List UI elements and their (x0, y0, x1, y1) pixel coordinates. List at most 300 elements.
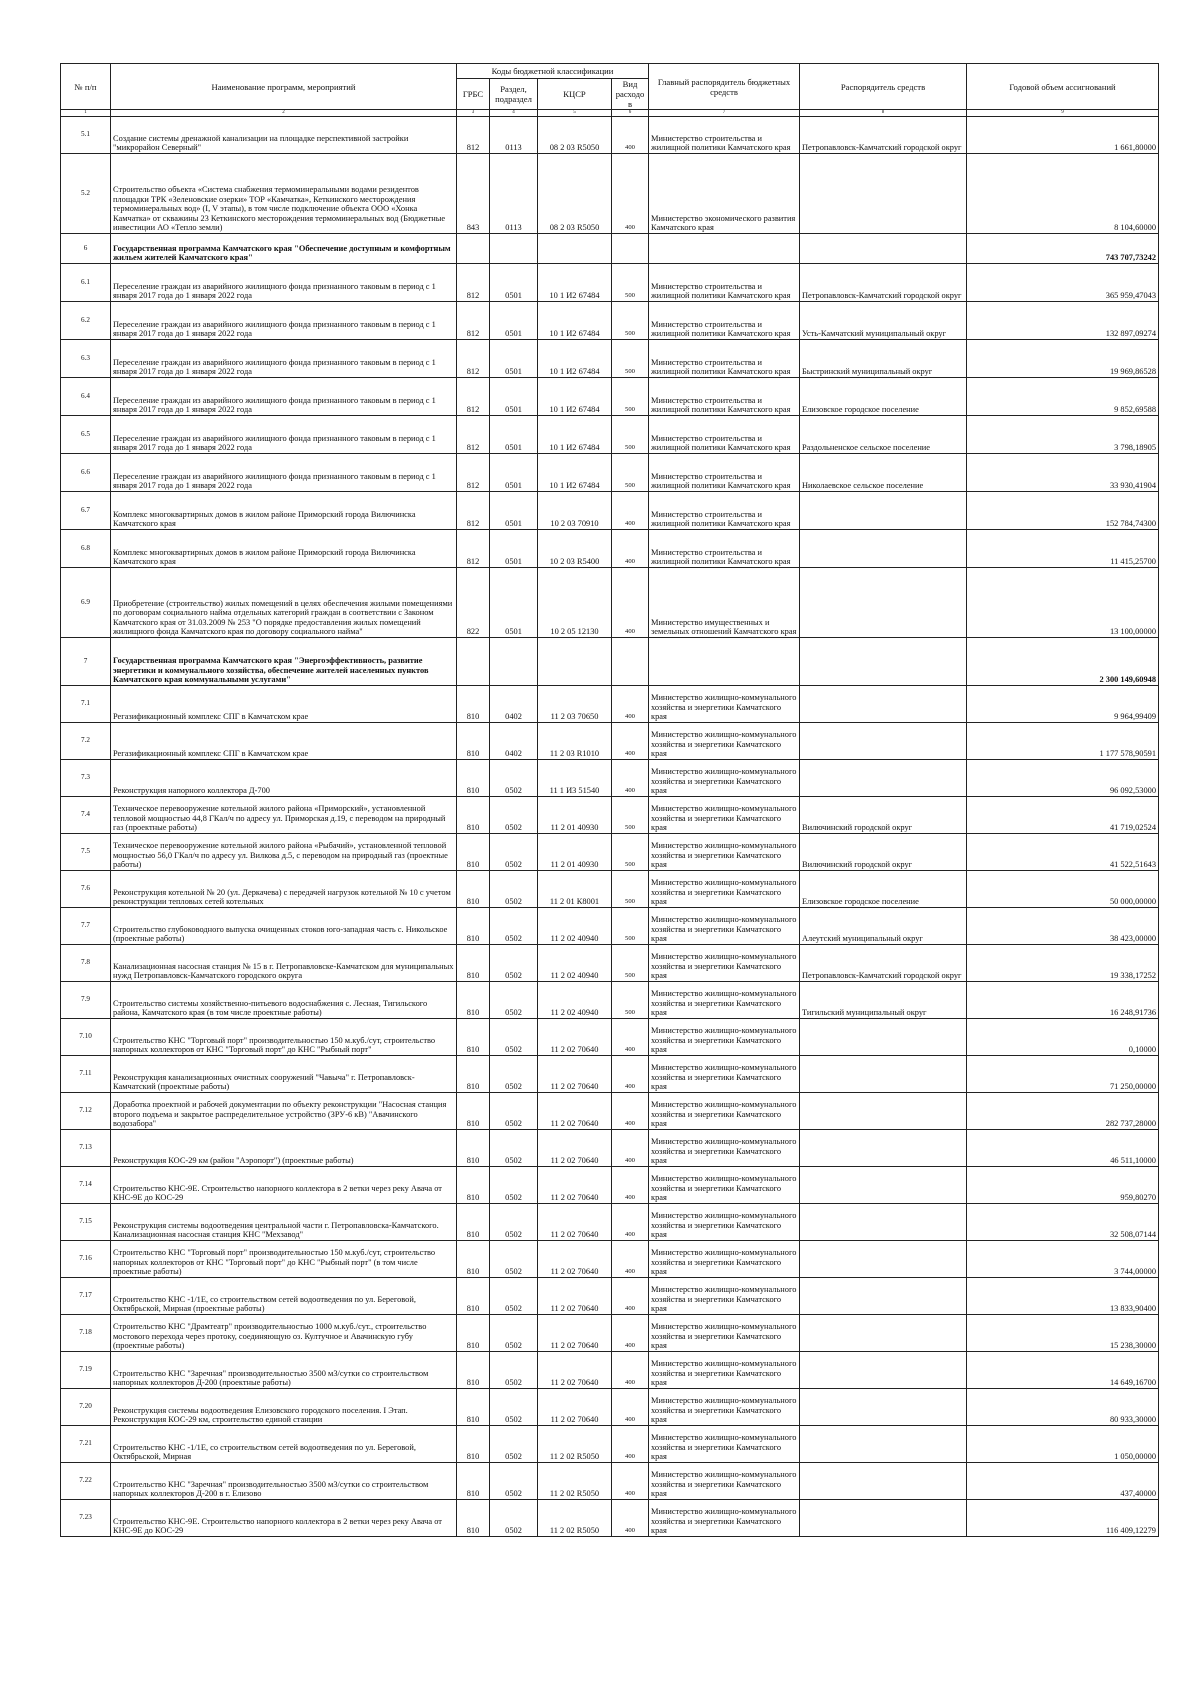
row-number: 6.4 (61, 378, 111, 416)
header-kcsr: КЦСР (538, 79, 612, 110)
row-sum: 8 104,60000 (967, 154, 1159, 234)
row-grbs: 812 (457, 530, 490, 568)
row-kcsr: 10 1 И2 67484 (538, 302, 612, 340)
row-grbs: 810 (457, 982, 490, 1019)
row-manager: Елизовское городское поселение (800, 871, 967, 908)
row-expense-type: 500 (612, 945, 649, 982)
row-number: 7.12 (61, 1093, 111, 1130)
row-manager (800, 1352, 967, 1389)
row-razdel: 0502 (490, 797, 538, 834)
table-row (61, 945, 1159, 982)
row-number: 7.23 (61, 1500, 111, 1537)
row-expense-type: 400 (612, 723, 649, 760)
row-kcsr: 10 2 03 R5400 (538, 530, 612, 568)
row-number: 7.10 (61, 1019, 111, 1056)
row-sum: 15 238,30000 (967, 1315, 1159, 1352)
column-number: 5 (538, 110, 612, 117)
row-kcsr: 11 2 02 70640 (538, 1241, 612, 1278)
row-number: 7.19 (61, 1352, 111, 1389)
header-razdel: Раздел, подраздел (490, 79, 538, 110)
row-number: 7.6 (61, 871, 111, 908)
row-name: Переселение граждан из аварийного жилищного фонда признанного таковым в период с 1 января 2017 года до 1 января 2022 года (111, 264, 457, 302)
row-sum: 50 000,00000 (967, 871, 1159, 908)
row-kcsr: 11 2 03 70650 (538, 686, 612, 723)
row-kcsr: 11 2 02 70640 (538, 1056, 612, 1093)
row-kcsr: 11 2 02 40940 (538, 945, 612, 982)
header-grbs: ГРБС (457, 79, 490, 110)
row-expense-type: 500 (612, 797, 649, 834)
table-row (61, 908, 1159, 945)
header-manager: Распорядитель средств (800, 64, 967, 110)
row-razdel: 0502 (490, 1389, 538, 1426)
row-kcsr: 08 2 03 R5050 (538, 154, 612, 234)
row-manager (800, 1130, 967, 1167)
row-razdel: 0402 (490, 723, 538, 760)
row-razdel: 0502 (490, 1204, 538, 1241)
row-name: Строительство системы хозяйственно-питьевого водоснабжения с. Лесная, Тигильского района, Камчатского края (в том числе проектные работы) (111, 982, 457, 1019)
row-grbs: 810 (457, 1241, 490, 1278)
table-row (61, 1315, 1159, 1352)
row-manager (800, 1056, 967, 1093)
row-manager: Раздольненское сельское поселение (800, 416, 967, 454)
row-manager (800, 1463, 967, 1500)
row-main-manager: Министерство строительства и жилищной политики Камчатского края (649, 492, 800, 530)
row-name: Строительство КНС "Заречная" производительностью 3500 м3/сутки со строительством напорных коллекторов Д-200 в г. Елизово (111, 1463, 457, 1500)
row-manager (800, 1019, 967, 1056)
row-manager: Быстринский муниципальный округ (800, 340, 967, 378)
row-razdel: 0502 (490, 1426, 538, 1463)
table-row (61, 117, 1159, 154)
row-manager: Петропавловск-Камчатский городской округ (800, 945, 967, 982)
row-name: Строительство КНС "Торговый порт" производительностью 150 м.куб./сут, строительство напорных коллекторов от КНС "Торговый порт" до КНС "Рыбный порт" (111, 1019, 457, 1056)
row-kcsr: 10 1 И2 67484 (538, 378, 612, 416)
row-expense-type: 400 (612, 1241, 649, 1278)
row-number: 7.1 (61, 686, 111, 723)
row-name: Переселение граждан из аварийного жилищного фонда признанного таковым в период с 1 января 2017 года до 1 января 2022 года (111, 416, 457, 454)
row-kcsr (538, 234, 612, 264)
row-sum: 743 707,73242 (967, 234, 1159, 264)
row-grbs: 812 (457, 378, 490, 416)
column-number: 6 (612, 110, 649, 117)
row-number: 6.9 (61, 568, 111, 638)
row-number: 7.16 (61, 1241, 111, 1278)
row-number: 7.20 (61, 1389, 111, 1426)
row-number: 5.1 (61, 117, 111, 154)
row-name: Реконструкция КОС-29 км (район "Аэропорт") (проектные работы) (111, 1130, 457, 1167)
column-number: 9 (967, 110, 1159, 117)
row-razdel: 0502 (490, 1056, 538, 1093)
row-sum: 0,10000 (967, 1019, 1159, 1056)
row-grbs: 810 (457, 1389, 490, 1426)
row-grbs: 812 (457, 264, 490, 302)
row-grbs: 810 (457, 1278, 490, 1315)
program-row (61, 234, 1159, 264)
row-grbs: 810 (457, 1426, 490, 1463)
row-name: Строительство глубоководного выпуска очищенных стоков юго-западная часть с. Никольское (проектные работы) (111, 908, 457, 945)
row-sum: 1 050,00000 (967, 1426, 1159, 1463)
row-main-manager: Министерство строительства и жилищной политики Камчатского края (649, 340, 800, 378)
row-grbs: 843 (457, 154, 490, 234)
table-row (61, 264, 1159, 302)
row-kcsr: 11 2 02 R5050 (538, 1500, 612, 1537)
table-row (61, 568, 1159, 638)
row-razdel: 0502 (490, 1130, 538, 1167)
column-number: 7 (649, 110, 800, 117)
row-razdel: 0501 (490, 530, 538, 568)
row-name: Комплекс многоквартирных домов в жилом районе Приморский города Вилючинска Камчатского края (111, 530, 457, 568)
column-number: 1 (61, 110, 111, 117)
row-sum: 116 409,12279 (967, 1500, 1159, 1537)
row-kcsr: 11 2 02 70640 (538, 1204, 612, 1241)
row-name: Регазификационный комплекс СПГ в Камчатском крае (111, 723, 457, 760)
row-razdel: 0501 (490, 454, 538, 492)
row-main-manager: Министерство жилищно-коммунального хозяйства и энергетики Камчатского края (649, 871, 800, 908)
row-number: 6.6 (61, 454, 111, 492)
row-number: 7.11 (61, 1056, 111, 1093)
row-kcsr: 11 1 И3 51540 (538, 760, 612, 797)
header-number: № п/п (61, 64, 111, 110)
row-name: Переселение граждан из аварийного жилищного фонда признанного таковым в период с 1 января 2017 года до 1 января 2022 года (111, 378, 457, 416)
row-kcsr: 11 2 01 40930 (538, 797, 612, 834)
row-grbs: 812 (457, 416, 490, 454)
row-sum: 9 852,69588 (967, 378, 1159, 416)
row-razdel (490, 234, 538, 264)
table-row (61, 154, 1159, 234)
row-sum: 959,80270 (967, 1167, 1159, 1204)
row-name: Реконструкция системы водоотведения центральной части г. Петропавловска-Камчатского. Канализационная насосная станция КНС "Мехзавод" (111, 1204, 457, 1241)
row-grbs: 822 (457, 568, 490, 638)
row-main-manager: Министерство жилищно-коммунального хозяйства и энергетики Камчатского края (649, 723, 800, 760)
row-main-manager: Министерство жилищно-коммунального хозяйства и энергетики Камчатского края (649, 1130, 800, 1167)
table-row (61, 378, 1159, 416)
table-row (61, 723, 1159, 760)
row-number: 7.4 (61, 797, 111, 834)
row-kcsr: 11 2 02 70640 (538, 1019, 612, 1056)
row-razdel: 0502 (490, 834, 538, 871)
table-row (61, 871, 1159, 908)
row-main-manager: Министерство экономического развития Камчатского края (649, 154, 800, 234)
row-grbs: 810 (457, 1019, 490, 1056)
row-number: 7.18 (61, 1315, 111, 1352)
row-manager (800, 1278, 967, 1315)
row-grbs (457, 638, 490, 686)
table-row (61, 454, 1159, 492)
row-expense-type: 400 (612, 568, 649, 638)
row-number: 7.3 (61, 760, 111, 797)
row-razdel: 0502 (490, 1019, 538, 1056)
row-grbs: 810 (457, 723, 490, 760)
header-main-manager: Главный распорядитель бюджетных средств (649, 64, 800, 110)
row-main-manager: Министерство жилищно-коммунального хозяйства и энергетики Камчатского края (649, 834, 800, 871)
row-grbs: 810 (457, 1204, 490, 1241)
row-razdel: 0502 (490, 1500, 538, 1537)
table-row (61, 302, 1159, 340)
row-main-manager: Министерство строительства и жилищной политики Камчатского края (649, 530, 800, 568)
row-expense-type: 500 (612, 454, 649, 492)
row-manager (800, 1167, 967, 1204)
row-main-manager: Министерство строительства и жилищной политики Камчатского края (649, 454, 800, 492)
row-razdel: 0501 (490, 302, 538, 340)
row-sum: 14 649,16700 (967, 1352, 1159, 1389)
row-sum: 41 522,51643 (967, 834, 1159, 871)
column-number: 3 (457, 110, 490, 117)
row-manager: Тигильский муниципальный округ (800, 982, 967, 1019)
row-razdel: 0502 (490, 1352, 538, 1389)
row-number: 6.8 (61, 530, 111, 568)
row-name: Реконструкция канализационных очистных сооружений "Чавыча" г. Петропавловск-Камчатский (проектные работы) (111, 1056, 457, 1093)
row-kcsr: 11 2 02 40940 (538, 982, 612, 1019)
row-expense-type: 400 (612, 1463, 649, 1500)
row-grbs: 810 (457, 1463, 490, 1500)
row-grbs: 810 (457, 1167, 490, 1204)
row-name: Канализационная насосная станция № 15 в г. Петропавловске-Камчатском для муниципальных нужд Петропавловск-Камчатского городского округа (111, 945, 457, 982)
row-name: Реконструкция напорного коллектора Д-700 (111, 760, 457, 797)
row-kcsr: 10 2 05 12130 (538, 568, 612, 638)
row-main-manager: Министерство жилищно-коммунального хозяйства и энергетики Камчатского края (649, 1019, 800, 1056)
row-manager (800, 1426, 967, 1463)
row-main-manager: Министерство имущественных и земельных отношений Камчатского края (649, 568, 800, 638)
row-kcsr: 11 2 02 70640 (538, 1389, 612, 1426)
row-grbs: 810 (457, 1093, 490, 1130)
table-row (61, 1204, 1159, 1241)
row-number: 7.7 (61, 908, 111, 945)
row-kcsr: 11 2 02 40940 (538, 908, 612, 945)
row-manager (800, 568, 967, 638)
row-sum: 38 423,00000 (967, 908, 1159, 945)
row-expense-type: 400 (612, 1352, 649, 1389)
row-number: 6.2 (61, 302, 111, 340)
program-row (61, 638, 1159, 686)
row-main-manager: Министерство жилищно-коммунального хозяйства и энергетики Камчатского края (649, 1315, 800, 1352)
row-number: 6.1 (61, 264, 111, 302)
row-grbs: 810 (457, 908, 490, 945)
row-sum: 2 300 149,60948 (967, 638, 1159, 686)
column-number: 4 (490, 110, 538, 117)
row-razdel: 0502 (490, 1093, 538, 1130)
row-name: Реконструкция системы водоотведения Елизовского городского поселения. I Этап. Реконструкция КОС-29 км, строительство единой станции (111, 1389, 457, 1426)
row-main-manager: Министерство жилищно-коммунального хозяйства и энергетики Камчатского края (649, 1093, 800, 1130)
row-grbs: 812 (457, 340, 490, 378)
row-kcsr: 11 2 02 70640 (538, 1093, 612, 1130)
row-manager: Николаевское сельское поселение (800, 454, 967, 492)
row-razdel: 0502 (490, 982, 538, 1019)
header-annual-sum: Годовой объем ассигнований (967, 64, 1159, 110)
row-expense-type: 400 (612, 1315, 649, 1352)
row-expense-type: 400 (612, 117, 649, 154)
row-manager (800, 1500, 967, 1537)
table-row (61, 1389, 1159, 1426)
row-grbs: 810 (457, 760, 490, 797)
table-row (61, 1426, 1159, 1463)
row-manager: Вилючинский городской округ (800, 834, 967, 871)
row-kcsr: 10 1 И2 67484 (538, 454, 612, 492)
row-number: 7.5 (61, 834, 111, 871)
row-sum: 132 897,09274 (967, 302, 1159, 340)
table-row (61, 1500, 1159, 1537)
row-number: 7 (61, 638, 111, 686)
row-expense-type: 400 (612, 1500, 649, 1537)
row-razdel: 0501 (490, 264, 538, 302)
row-main-manager: Министерство жилищно-коммунального хозяйства и энергетики Камчатского края (649, 1278, 800, 1315)
row-manager (800, 723, 967, 760)
row-grbs: 810 (457, 686, 490, 723)
row-razdel: 0502 (490, 1241, 538, 1278)
table-row (61, 982, 1159, 1019)
row-manager (800, 638, 967, 686)
table-row (61, 834, 1159, 871)
row-number: 6.3 (61, 340, 111, 378)
budget-table (60, 63, 1159, 1537)
row-name: Доработка проектной и рабочей документации по объекту реконструкции "Насосная станция второго подъема и закрытое распределительное устройство (ЗРУ-6 кВ) "Авачинского водозабора" (111, 1093, 457, 1130)
row-expense-type: 400 (612, 760, 649, 797)
row-main-manager: Министерство строительства и жилищной политики Камчатского края (649, 264, 800, 302)
row-sum: 13 833,90400 (967, 1278, 1159, 1315)
row-manager (800, 760, 967, 797)
row-manager: Алеутский муниципальный округ (800, 908, 967, 945)
row-expense-type: 500 (612, 871, 649, 908)
row-number: 6.7 (61, 492, 111, 530)
row-expense-type: 500 (612, 264, 649, 302)
row-sum: 96 092,53000 (967, 760, 1159, 797)
row-grbs: 810 (457, 834, 490, 871)
row-main-manager: Министерство жилищно-коммунального хозяйства и энергетики Камчатского края (649, 686, 800, 723)
row-expense-type: 400 (612, 492, 649, 530)
row-number: 7.22 (61, 1463, 111, 1500)
row-kcsr: 11 2 01 40930 (538, 834, 612, 871)
row-sum: 16 248,91736 (967, 982, 1159, 1019)
row-expense-type (612, 234, 649, 264)
row-name: Строительство КНС -1/1Е, со строительством сетей водоотведения по ул. Береговой, Октябрьской, Мирная (проектные работы) (111, 1278, 457, 1315)
row-grbs: 812 (457, 454, 490, 492)
row-expense-type: 500 (612, 834, 649, 871)
row-main-manager: Министерство строительства и жилищной политики Камчатского края (649, 416, 800, 454)
row-expense-type: 500 (612, 378, 649, 416)
row-kcsr: 10 1 И2 67484 (538, 340, 612, 378)
row-razdel: 0502 (490, 760, 538, 797)
row-kcsr: 10 2 03 70910 (538, 492, 612, 530)
row-name: Строительство КНС "Драмтеатр" производительностью 1000 м.куб./сут., строительство мостового перехода через протоку, соединяющую оз. Култучное и Авачинскую губу (проектные работы) (111, 1315, 457, 1352)
row-razdel: 0502 (490, 871, 538, 908)
header-budget-codes: Коды бюджетной классификации (457, 64, 649, 79)
row-grbs: 812 (457, 117, 490, 154)
row-manager: Усть-Камчатский муниципальный округ (800, 302, 967, 340)
row-manager (800, 1315, 967, 1352)
row-sum: 437,40000 (967, 1463, 1159, 1500)
row-sum: 3 744,00000 (967, 1241, 1159, 1278)
row-name: Приобретение (строительство) жилых помещений в целях обеспечения жилыми помещениями по договорам социального найма отдельных категорий граждан в соответствии с Законом Камчатского края от 31.03.2009 № 253 "О порядке предоставления жилых помещений жилищного фонда Камчатского края по договору социального найма" (111, 568, 457, 638)
row-kcsr: 11 2 02 R5050 (538, 1426, 612, 1463)
row-grbs: 810 (457, 1056, 490, 1093)
row-razdel: 0113 (490, 154, 538, 234)
row-razdel: 0502 (490, 945, 538, 982)
row-name: Переселение граждан из аварийного жилищного фонда признанного таковым в период с 1 января 2017 года до 1 января 2022 года (111, 454, 457, 492)
row-main-manager: Министерство строительства и жилищной политики Камчатского края (649, 302, 800, 340)
row-name: Техническое перевооружение котельной жилого района «Рыбачий», установленной тепловой мощностью 56,0 ГКал/ч по адресу ул. Вилкова д.5, с переводом на природный газ (проектные работы) (111, 834, 457, 871)
column-number: 8 (800, 110, 967, 117)
row-kcsr: 11 2 03 R1010 (538, 723, 612, 760)
row-manager (800, 1093, 967, 1130)
header-expense-type: Вид расходов (612, 79, 649, 110)
row-main-manager: Министерство жилищно-коммунального хозяйства и энергетики Камчатского края (649, 760, 800, 797)
row-name: Регазификационный комплекс СПГ в Камчатском крае (111, 686, 457, 723)
row-manager: Петропавловск-Камчатский городской округ (800, 264, 967, 302)
row-main-manager: Министерство жилищно-коммунального хозяйства и энергетики Камчатского края (649, 1241, 800, 1278)
row-grbs: 810 (457, 1500, 490, 1537)
row-number: 7.17 (61, 1278, 111, 1315)
row-name: Строительство КНС "Заречная" производительностью 3500 м3/сутки со строительством напорных коллекторов Д-200 (проектные работы) (111, 1352, 457, 1389)
column-number-row (61, 110, 1159, 117)
row-kcsr: 11 2 01 К8001 (538, 871, 612, 908)
row-name: Строительство КНС -1/1Е, со строительством сетей водоотведения по ул. Береговой, Октябрьской, Мирная (111, 1426, 457, 1463)
row-kcsr: 11 2 02 70640 (538, 1278, 612, 1315)
row-razdel: 0501 (490, 416, 538, 454)
row-grbs: 812 (457, 302, 490, 340)
row-number: 6 (61, 234, 111, 264)
row-kcsr: 11 2 02 70640 (538, 1167, 612, 1204)
row-name: Строительство КНС-9Е. Строительство напорного коллектора в 2 ветки через реку Авача от КНС-9Е до КОС-29 (111, 1167, 457, 1204)
row-name: Реконструкция котельной № 20 (ул. Деркачева) с передачей нагрузок котельной № 10 с учетом реконструкции тепловых сетей котельных (111, 871, 457, 908)
row-expense-type: 500 (612, 302, 649, 340)
row-main-manager: Министерство жилищно-коммунального хозяйства и энергетики Камчатского края (649, 797, 800, 834)
row-expense-type: 400 (612, 1278, 649, 1315)
row-grbs: 810 (457, 1352, 490, 1389)
row-number: 5.2 (61, 154, 111, 234)
table-row (61, 1278, 1159, 1315)
row-number: 7.21 (61, 1426, 111, 1463)
row-razdel: 0502 (490, 1167, 538, 1204)
row-name: Государственная программа Камчатского края "Обеспечение доступным и комфортным жильем жителей Камчатского края" (111, 234, 457, 264)
table-body (61, 117, 1159, 1537)
row-expense-type: 400 (612, 1167, 649, 1204)
row-expense-type: 400 (612, 1426, 649, 1463)
row-expense-type: 400 (612, 1389, 649, 1426)
row-grbs: 810 (457, 945, 490, 982)
row-manager (800, 1241, 967, 1278)
row-main-manager: Министерство жилищно-коммунального хозяйства и энергетики Камчатского края (649, 908, 800, 945)
row-manager: Елизовское городское поселение (800, 378, 967, 416)
row-expense-type: 400 (612, 1204, 649, 1241)
table-row (61, 686, 1159, 723)
row-number: 7.8 (61, 945, 111, 982)
row-sum: 19 338,17252 (967, 945, 1159, 982)
row-expense-type: 400 (612, 686, 649, 723)
row-sum: 19 969,86528 (967, 340, 1159, 378)
row-razdel: 0501 (490, 492, 538, 530)
table-row (61, 760, 1159, 797)
row-expense-type: 400 (612, 1019, 649, 1056)
row-manager (800, 492, 967, 530)
row-name: Переселение граждан из аварийного жилищного фонда признанного таковым в период с 1 января 2017 года до 1 января 2022 года (111, 302, 457, 340)
table-row (61, 1056, 1159, 1093)
table-row (61, 530, 1159, 568)
row-main-manager: Министерство жилищно-коммунального хозяйства и энергетики Камчатского края (649, 1463, 800, 1500)
row-manager (800, 154, 967, 234)
row-number: 7.14 (61, 1167, 111, 1204)
row-razdel: 0502 (490, 1278, 538, 1315)
table-row (61, 416, 1159, 454)
row-main-manager: Министерство жилищно-коммунального хозяйства и энергетики Камчатского края (649, 982, 800, 1019)
row-manager (800, 530, 967, 568)
row-number: 7.13 (61, 1130, 111, 1167)
row-number: 7.9 (61, 982, 111, 1019)
row-expense-type: 500 (612, 416, 649, 454)
row-razdel: 0501 (490, 568, 538, 638)
row-name: Техническое перевооружение котельной жилого района «Приморский», установленной тепловой мощностью 44,8 ГКал/ч по адресу ул. Приморская д.19, с переводом на природный газ (проектные работы) (111, 797, 457, 834)
row-expense-type: 400 (612, 530, 649, 568)
row-razdel: 0402 (490, 686, 538, 723)
row-grbs: 810 (457, 797, 490, 834)
row-sum: 46 511,10000 (967, 1130, 1159, 1167)
